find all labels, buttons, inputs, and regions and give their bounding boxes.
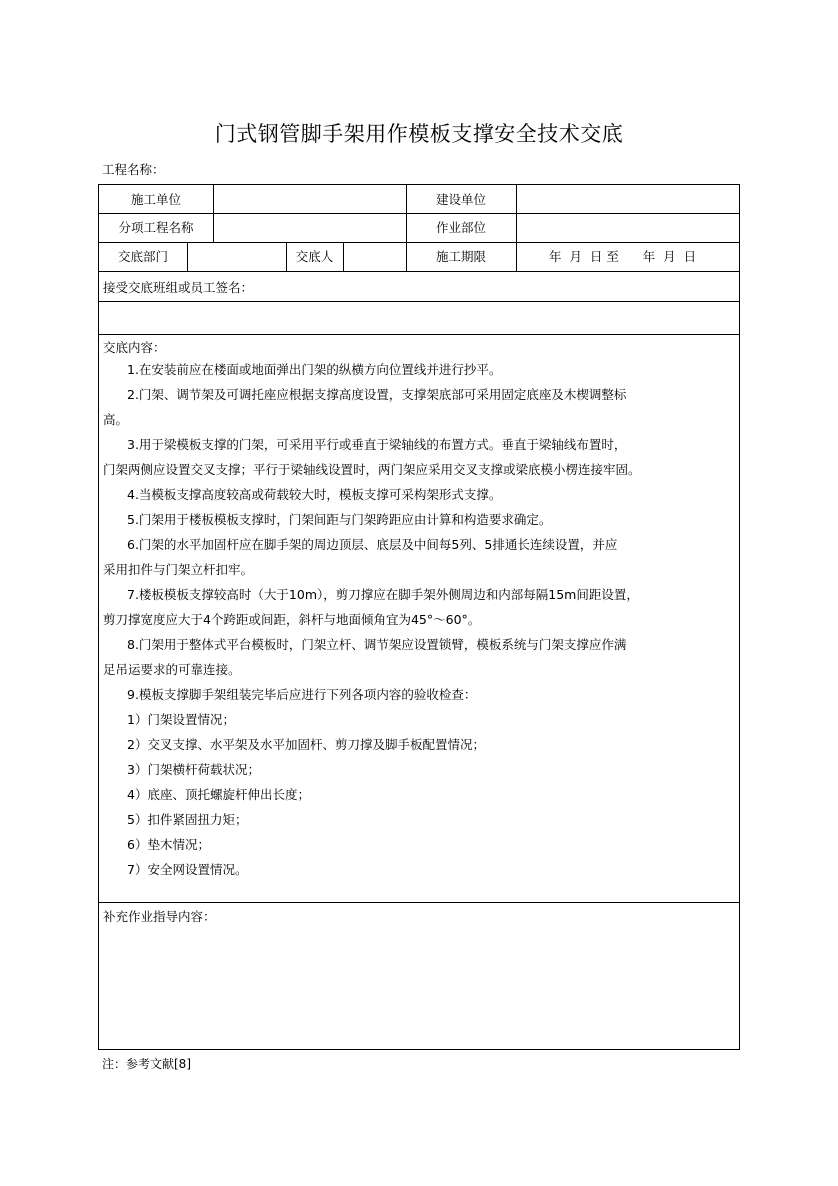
content-line: 6.门架的水平加固杆应在脚手架的周边顶层、底层及中间每5列、5排通长连续设置，并应 <box>127 537 618 552</box>
content-line: 9.模板支撑脚手架组装完毕后应进行下列各项内容的验收检查： <box>127 687 477 702</box>
content-line: 高。 <box>103 412 129 427</box>
dept-value[interactable] <box>191 242 283 271</box>
content-label: 交底内容： <box>103 340 166 355</box>
owner-unit-label: 建设单位 <box>435 192 486 207</box>
sub-project-value[interactable] <box>217 213 403 242</box>
sign-label: 接受交底班组或员工签名： <box>103 280 254 295</box>
person-label: 交底人 <box>295 249 334 264</box>
period-label: 施工期限 <box>435 249 486 264</box>
content-line: 门架两侧应设置交叉支撑；平行于梁轴线设置时，两门架应采用交叉支撑或梁底模小楞连接牢固。 <box>103 462 641 477</box>
content-line: 1.在安装前应在楼面或地面弹出门架的纵横方向位置线并进行抄平。 <box>127 362 502 377</box>
supplement-label: 补充作业指导内容： <box>103 909 216 924</box>
work-location-label: 作业部位 <box>435 220 486 235</box>
content-line: 7）安全网设置情况。 <box>127 862 248 877</box>
content-line: 8.门架用于整体式平台模板时，门架立杆、调节架应设置锁臂，模板系统与门架支撑应作满 <box>127 637 627 652</box>
person-value[interactable] <box>347 242 403 271</box>
content-line: 足吊运要求的可靠连接。 <box>103 662 241 677</box>
content-line: 2）交叉支撑、水平架及水平加固杆、剪刀撑及脚手板配置情况； <box>127 737 485 752</box>
construction-unit-label: 施工单位 <box>130 192 181 207</box>
content-line: 7.楼板模板支撑较高时（大于10m），剪刀撑应在脚手架外侧周边和内部每隔15m间距设置， <box>127 587 639 602</box>
content-line: 剪刀撑宽度应大于4个跨距或间距，斜杆与地面倾角宜为45°～60°。 <box>103 612 481 627</box>
content-line: 3）门架横杆荷载状况； <box>127 762 260 777</box>
content-line: 2.门架、调节架及可调托座应根据支撑高度设置，支撑架底部可采用固定底座及木楔调整标 <box>127 387 627 402</box>
project-name-label: 工程名称： <box>102 162 165 177</box>
content-line: 5.门架用于楼板模板支撑时，门架间距与门架跨距应由计算和构造要求确定。 <box>127 512 552 527</box>
content-line: 4）底座、顶托螺旋杆伸出长度； <box>127 787 310 802</box>
content-line: 6）垫木情况； <box>127 837 210 852</box>
content-line: 1）门架设置情况； <box>127 712 235 727</box>
work-location-value[interactable] <box>520 213 736 242</box>
construction-unit-value[interactable] <box>217 185 403 214</box>
disclosure-form <box>98 184 740 1050</box>
sub-project-label: 分项工程名称 <box>118 220 194 235</box>
owner-unit-value[interactable] <box>520 185 736 214</box>
content-line: 采用扣件与门架立杆扣牢。 <box>103 562 254 577</box>
dept-label: 交底部门 <box>117 249 168 264</box>
period-value[interactable]: 年 月 日 至 年 月 日 <box>549 249 697 264</box>
page-title: 门式钢管脚手架用作模板支撑安全技术交底 <box>214 122 624 146</box>
content-line: 3.用于梁模板支撑的门架，可采用平行或垂直于梁轴线的布置方式。垂直于梁轴线布置时， <box>127 437 627 452</box>
footnote: 注：参考文献[8] <box>102 1057 191 1071</box>
content-line: 5）扣件紧固扭力矩； <box>127 812 248 827</box>
content-line: 4.当模板支撑高度较高或荷载较大时，模板支撑可采构架形式支撑。 <box>127 487 502 502</box>
